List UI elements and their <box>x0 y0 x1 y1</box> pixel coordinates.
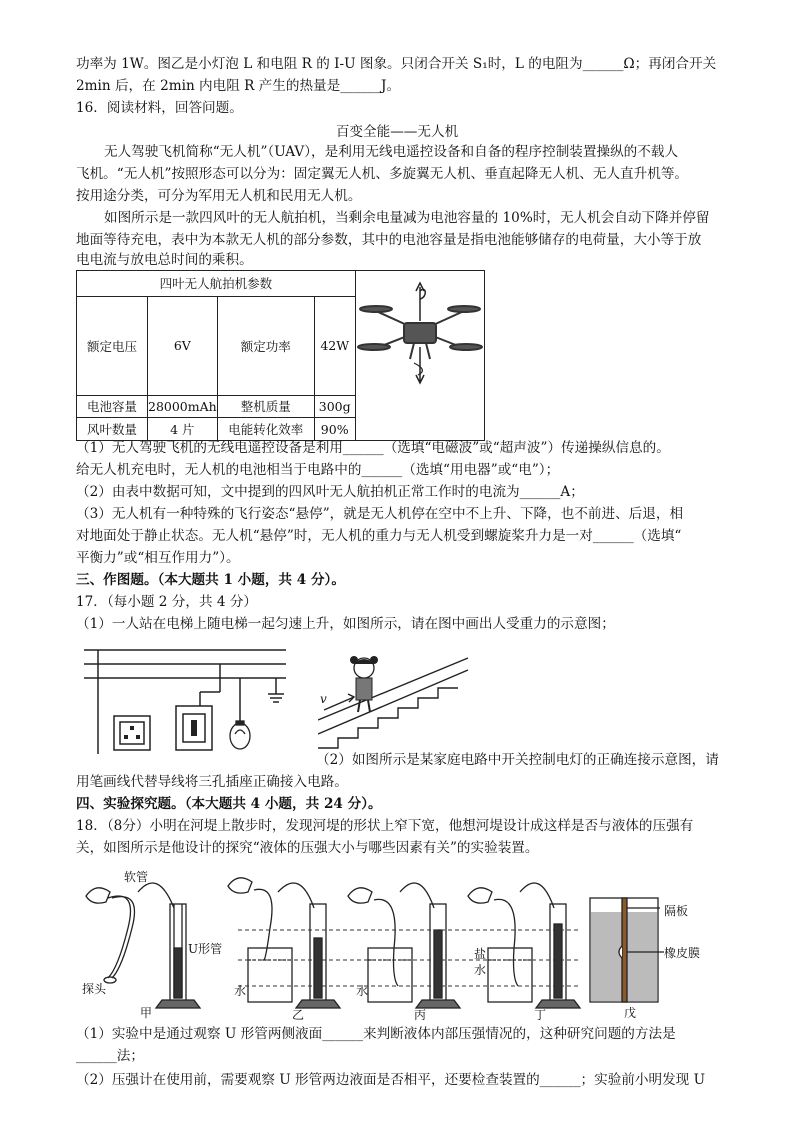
drone-image-cell <box>355 271 484 441</box>
question-17: 17．（每小题 2 分，共 4 分） <box>76 594 258 610</box>
label-hose: 软管 <box>124 870 149 884</box>
text-line: （1）一人站在电梯上随电梯一起匀速上升，如图所示，请在图中画出人受重力的示意图； <box>76 616 615 632</box>
label-water: 水 <box>356 984 369 998</box>
household-circuit-figure <box>80 640 296 760</box>
person-icon <box>350 656 378 712</box>
velocity-label: v <box>320 692 327 706</box>
paragraph-line: 电电流与放电总时间的乘积。 <box>76 252 253 268</box>
paragraph-line: 地面等待充电，表中为本款无人机的部分参数，其中的电池容量是指电池能够储存的电荷量，大小等于放 <box>76 232 702 248</box>
paragraph-line: 无人驾驶飞机简称“无人机”（UAV），是利用无线电遥控设备和自备的程序控制装置操纵的不载人 <box>104 144 679 160</box>
label-wu: 戊 <box>624 1006 637 1020</box>
paragraph-line: 如图所示是一款四风叶的无人航拍机，当剩余电量减为电池容量的 10%时，无人机会自动下降并停留 <box>104 210 710 226</box>
cell-value: 4 片 <box>148 418 218 441</box>
text-line: 平衡力”或“相互作用力”）。 <box>76 550 240 566</box>
cell-label: 整机质量 <box>217 395 314 418</box>
paragraph-line: 按用途分类，可分为军用无人机和民用无人机。 <box>76 188 362 204</box>
text-line: 用笔画线代替导线将三孔插座正确接入电路。 <box>76 774 348 790</box>
text-line: 2min 后，在 2min 内电阻 R 产生的热量是______J。 <box>76 78 401 94</box>
escalator-figure <box>318 650 478 754</box>
cell-label: 电能转化效率 <box>217 418 314 441</box>
cell-value: 90% <box>314 418 355 441</box>
question-16: 16．阅读材料，回答问题。 <box>76 100 243 116</box>
label-probe: 探头 <box>82 982 107 996</box>
text-line: 功率为 1W。图乙是小灯泡 L 和电阻 R 的 I-U 图象。只闭合开关 S₁时，L 的电阻为______Ω；再闭合开关 <box>76 56 717 72</box>
cell-label: 额定电压 <box>77 296 148 395</box>
text-line: （2）如图所示是某家庭电路中开关控制电灯的正确连接示意图，请 <box>316 752 719 768</box>
label-yi: 乙 <box>292 1008 305 1022</box>
label-jia: 甲 <box>140 1006 153 1020</box>
table-title: 四叶无人航拍机参数 <box>77 271 356 297</box>
text-line: 关，如图所示是他设计的探究“液体的压强大小与哪些因素有关”的实验装置。 <box>76 840 539 856</box>
paragraph-line: 飞机。“无人机”按照形态可以分为：固定翼无人机、多旋翼无人机、垂直起降无人机、无人直升机等。 <box>76 166 689 182</box>
pressure-experiment-figure <box>78 868 701 1018</box>
text-line: （1）实验中是通过观察 U 形管两侧液面______来判断液体内部压强情况的，这种研究问题的方法是 <box>76 1026 676 1042</box>
text-line: （2）由表中数据可知，文中提到的四风叶无人航拍机正常工作时的电流为______A； <box>76 484 584 500</box>
text-line: 对地面处于静止状态。无人机“悬停”时，无人机的重力与无人机受到螺旋桨升力是一对______（选填“ <box>76 528 682 544</box>
cell-label: 电池容量 <box>77 395 148 418</box>
cell-label: 额定功率 <box>217 296 314 395</box>
section-heading: 四、实验探究题。（本大题共 4 小题，共 24 分）。 <box>76 796 382 812</box>
cell-value: 28000mAh <box>148 395 218 418</box>
cell-value: 6V <box>148 296 218 395</box>
label-membrane: 橡皮膜 <box>664 946 701 960</box>
label-partition: 隔板 <box>664 904 689 918</box>
drone-image <box>356 271 484 437</box>
label-u-tube: U形管 <box>188 942 223 956</box>
text-line: （1）无人驾驶飞机的无线电遥控设备是利用______（选填“电磁波”或“超声波”）传递操纵信息的。 <box>76 440 670 456</box>
text-line: （2）压强计在使用前，需要观察 U 形管两边液面是否相平，还要检查装置的______；实验前小明发现 U <box>76 1072 706 1088</box>
drone-params-table <box>76 270 485 441</box>
label-ding: 丁 <box>534 1008 547 1022</box>
section-heading: 三、作图题。（本大题共 1 小题，共 4 分）。 <box>76 572 345 588</box>
label-water: 水 <box>234 984 247 998</box>
question-18: 18．（8分）小明在河堤上散步时，发现河堤的形状上窄下宽，他想河堤设计成这样是否与液体的压强有 <box>76 818 694 834</box>
cell-value: 42W <box>314 296 355 395</box>
label-brine: 盐水 <box>474 947 487 977</box>
label-bing: 丙 <box>414 1008 427 1022</box>
article-title: 百变全能——无人机 <box>335 124 459 140</box>
text-line: （3）无人机有一种特殊的飞行姿态“悬停”，就是无人机停在空中不上升、下降，也不前进、后退，相 <box>76 506 684 522</box>
apparatus-wu <box>590 898 664 1002</box>
cell-value: 300g <box>314 395 355 418</box>
text-line: ______法； <box>76 1048 144 1064</box>
cell-label: 风叶数量 <box>77 418 148 441</box>
text-line: 给无人机充电时，无人机的电池相当于电路中的______（选填“用电器”或“电”）； <box>76 462 560 478</box>
